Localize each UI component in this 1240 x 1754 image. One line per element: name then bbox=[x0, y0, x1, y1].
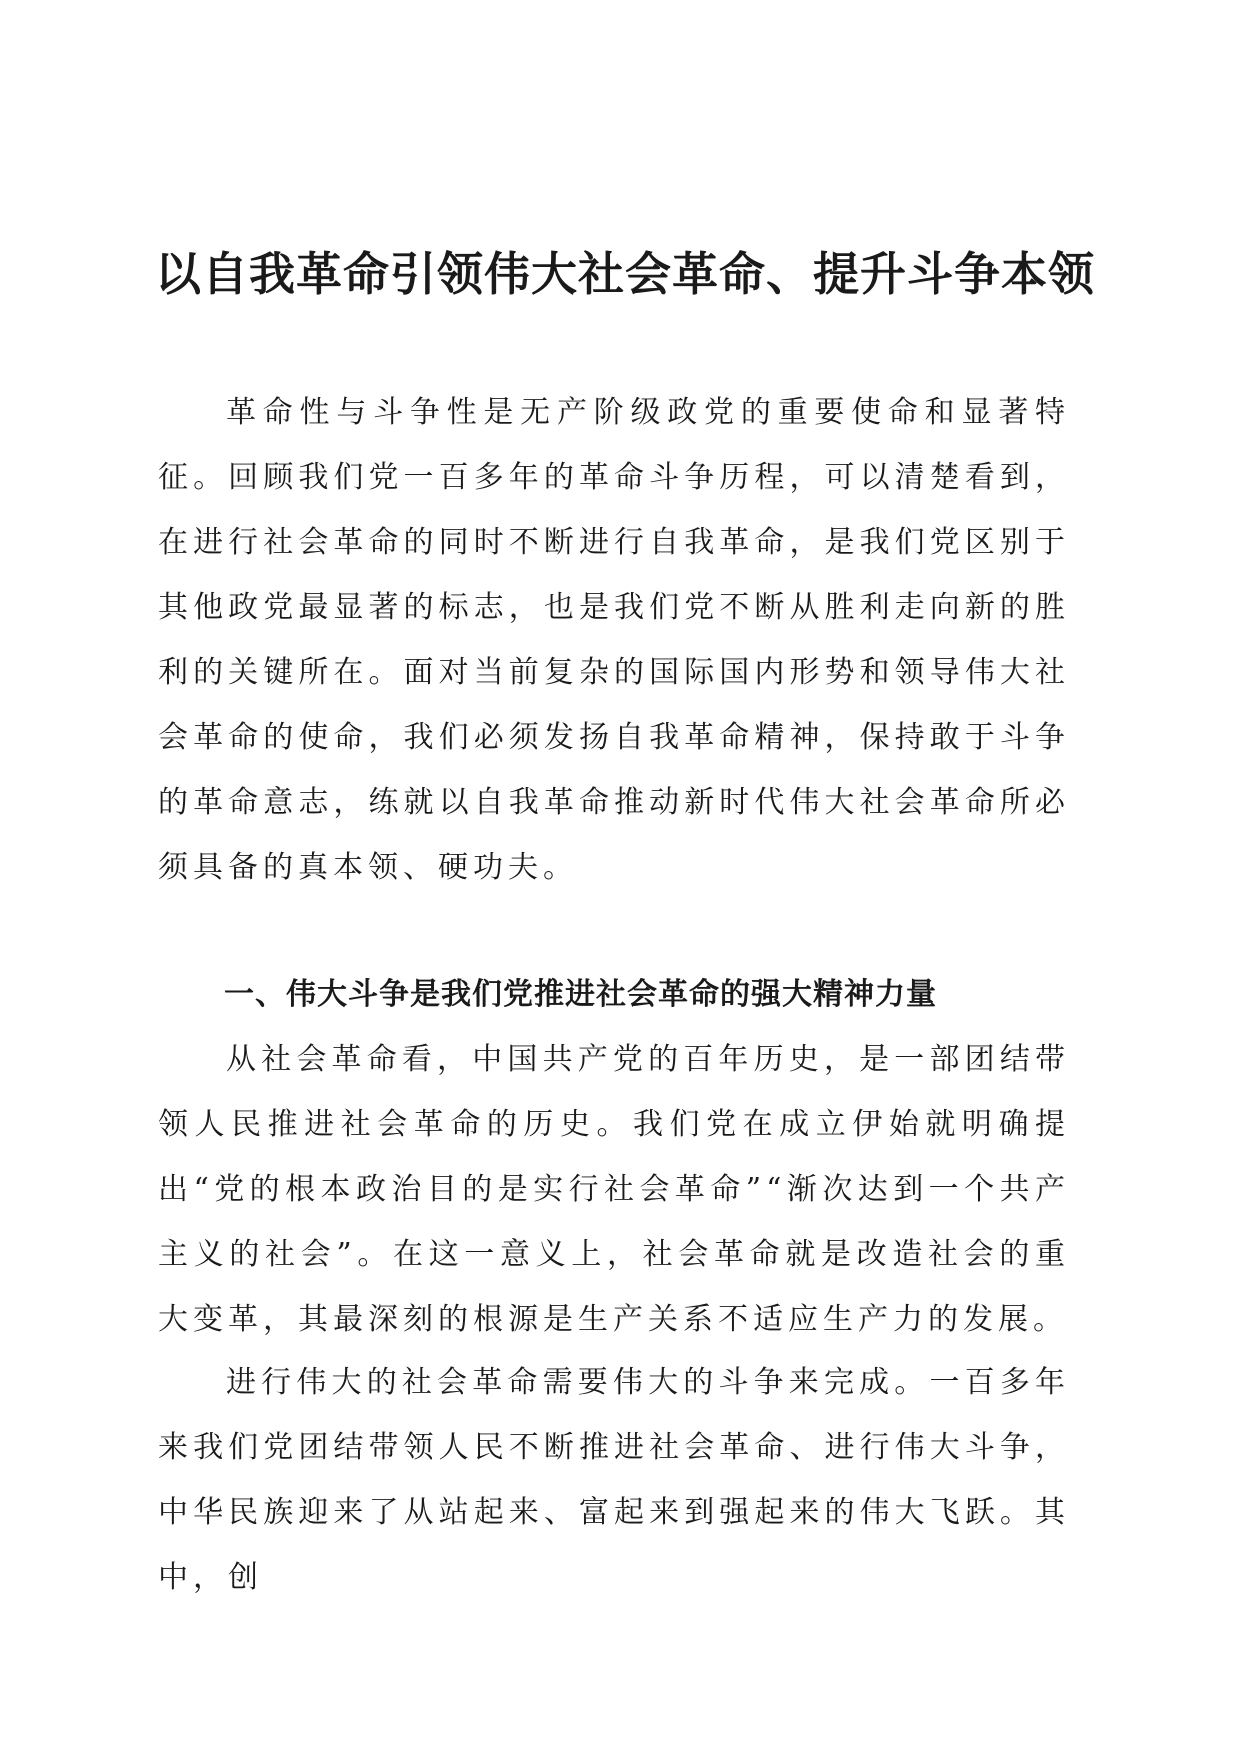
section-paragraph: 从社会革命看，中国共产党的百年历史，是一部团结带领人民推进社会革命的历史。我们党在成立伊始就明确提出“党的根本政治目的是实行社会革命”“渐次达到一个共产主义的社会”。在这一意义上，社会革命就是改造社会的重大变革，其最深刻的根源是生产关系不适应生产力的发展。 bbox=[158, 1042, 1070, 1337]
document-title: 以自我革命引领伟大社会革命、提升斗争本领 bbox=[155, 247, 1095, 301]
section-paragraph: 进行伟大的社会革命需要伟大的斗争来完成。一百多年来我们党团结带领人民不断推进社会革命、进行伟大斗争，中华民族迎来了从站起来、富起来到强起来的伟大飞跃。其中，创 bbox=[158, 1365, 1070, 1595]
section-heading: 一、伟大斗争是我们党推进社会革命的强大精神力量 bbox=[224, 977, 937, 1012]
intro-paragraph: 革命性与斗争性是无产阶级政党的重要使命和显著特征。回顾我们党一百多年的革命斗争历程，可以清楚看到，在进行社会革命的同时不断进行自我革命，是我们党区别于其他政党最显著的标志，也是我们党不断从胜利走向新的胜利的关键所在。面对当前复杂的国际国内形势和领导伟大社会革命的使命，我们必须发扬自我革命精神，保持敢于斗争的革命意志，练就以自我革命推动新时代伟大社会革命所必须具备的真本领、硬功夫。 bbox=[158, 395, 1070, 885]
